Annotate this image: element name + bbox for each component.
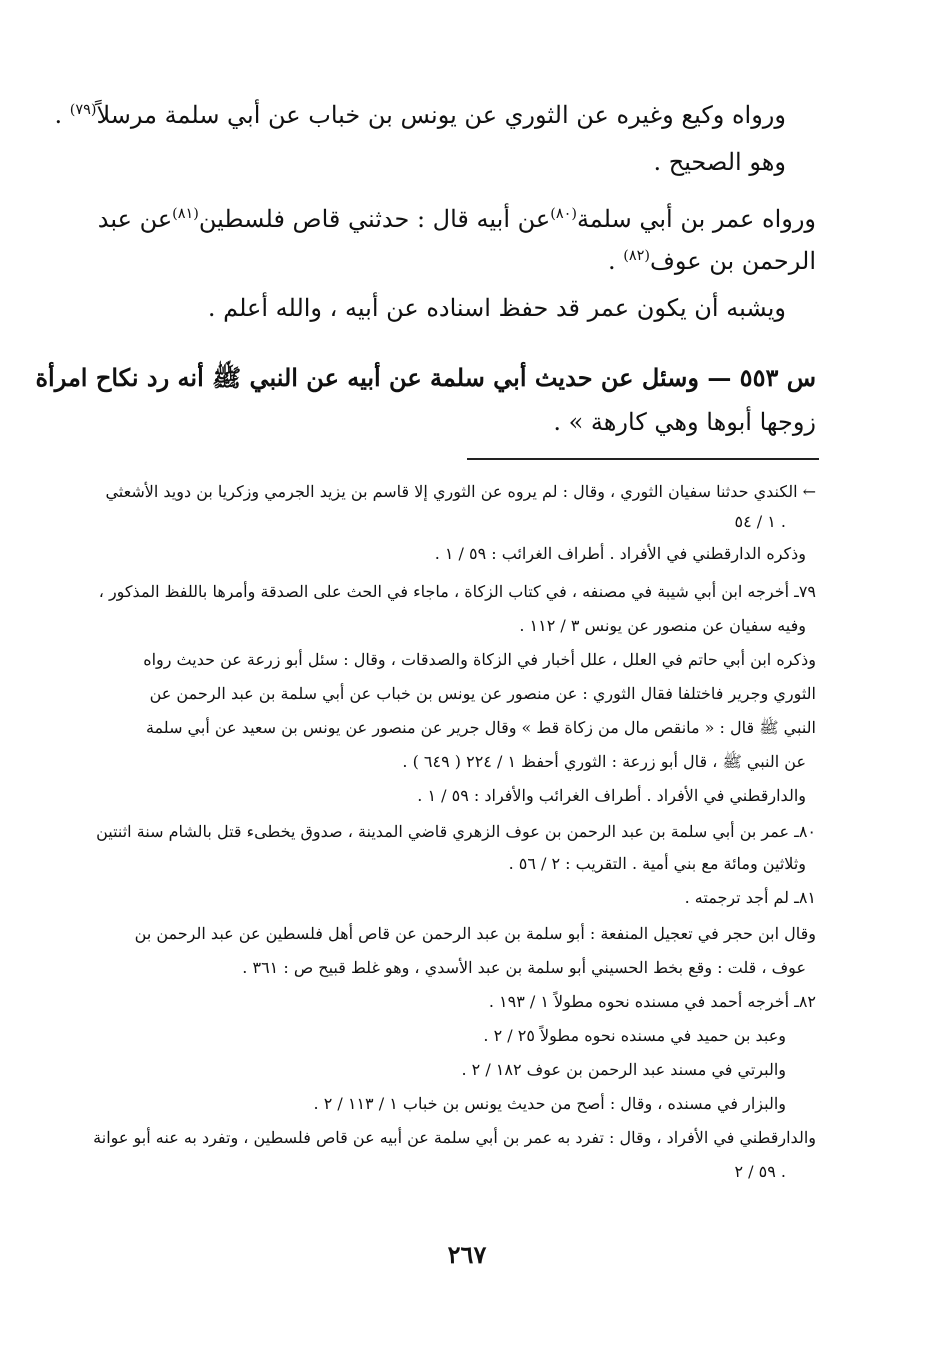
footnote-ref-81[interactable]: (٨١) bbox=[172, 206, 199, 222]
footnote-80-line2: وثلاثين ومائة مع بني أمية . التقريب : ٢ / ٥٦ . bbox=[508, 854, 806, 873]
footnote-ref-80[interactable]: (٨٠) bbox=[550, 206, 577, 222]
page-number: ٢٦٧ bbox=[447, 1240, 487, 1269]
footnote-ref-82[interactable]: (٨٢) bbox=[623, 248, 650, 264]
footnote-82-line6: ٥٩ / ٢ . bbox=[734, 1162, 786, 1181]
footnote-82-line4: والبزار في مسنده ، وقال : أصح من حديث يونس بن خباب ١ / ١١٣ / ٢ . bbox=[313, 1094, 786, 1113]
footnote-continued-line2: ١ / ٥٤ . bbox=[734, 512, 786, 531]
footnote-79-line4: الثوري وجرير فاختلفا فقال الثوري : عن منصور عن يونس بن خباب عن أبي سلمة بن عبد الرحمن عن bbox=[149, 684, 816, 703]
paragraph-correct-statement: وهو الصحيح . bbox=[653, 148, 786, 176]
footnote-81-line3: عوف ، قلت : وقع بخط الحسيني أبو سلمة بن عبد الأسدي ، وهو غلط قبيح ص : ٣٦١ . bbox=[242, 958, 806, 977]
footnote-continued-line1: ← الكندي حدثنا سفيان الثوري ، وقال : لم يروه عن الثوري إلا قاسم بن يزيد الجرمي وزكريا بن دويد الأشعثي bbox=[105, 482, 816, 501]
footnote-79-line5: النبي ﷺ قال : « مانقص مال من زكاة قط » وقال جرير عن منصور عن يونس بن سعيد عن أبي سلمة bbox=[145, 718, 816, 737]
footnote-79-line2: وفيه سفيان عن منصور عن يونس ٣ / ١١٢ . bbox=[519, 616, 806, 635]
question-553-line1: س ٥٥٣ — وسئل عن حديث أبي سلمة عن أبيه عن النبي ﷺ أنه رد نكاح امرأة bbox=[35, 363, 816, 392]
footnote-ref-79[interactable]: (٧٩) bbox=[69, 102, 97, 118]
footnote-divider bbox=[467, 458, 819, 460]
footnote-79-line6: عن النبي ﷺ ، قال أبو زرعة : الثوري أحفظ ١ / ٢٢٤ ( ٦٤٩ ) . bbox=[402, 752, 806, 771]
footnote-79-line1: ٧٩ـ أخرجه ابن أبي شيبة في مصنفه ، في كتاب الزكاة ، ماجاء في الحث على الصدقة وأمرها باللفظ المذكور ، bbox=[98, 582, 816, 601]
footnote-82-line5: والدارقطني في الأفراد ، وقال : تفرد به عمر بن أبي سلمة عن أبيه عن قاص فلسطين ، وتفرد به عنه أبو عوانة bbox=[93, 1128, 816, 1147]
footnote-79-line7: والدارقطني في الأفراد . أطراف الغرائب والأفراد : ٥٩ / ١ . bbox=[417, 786, 806, 805]
footnote-82-line1: ٨٢ـ أخرجه أحمد في مسنده نحوه مطولاً ١ / ١٩٣ . bbox=[488, 992, 816, 1011]
paragraph-waki-narration: ورواه وكيع وغيره عن الثوري عن يونس بن خباب عن أبي سلمة مرسلاً$^{(٧٩)}$ . bbox=[54, 101, 786, 129]
footnote-80-line1: ٨٠ـ عمر بن أبي سلمة بن عبد الرحمن بن عوف الزهري قاضي المدينة ، صدوق يخطىء قتل بالشام سنة اثنتين bbox=[96, 822, 816, 841]
footnote-82-line2: وعبد بن حميد في مسنده نحوه مطولاً ٢٥ / ٢ . bbox=[483, 1026, 786, 1045]
footnote-81-line2: وقال ابن حجر في تعجيل المنفعة : أبو سلمة بن عبد الرحمن عن قاص أهل فلسطين عن عبد الرحمن بن bbox=[134, 924, 816, 943]
question-553-line2: زوجها أبوها وهي كارهة » . bbox=[553, 408, 816, 436]
paragraph-conclusion: ويشبه أن يكون عمر قد حفظ اسناده عن أبيه ، والله أعلم . bbox=[207, 294, 786, 322]
footnote-81-line1: ٨١ـ لم أجد ترجمته . bbox=[684, 888, 816, 907]
footnote-79-line3: وذكره ابن أبي حاتم في العلل ، علل أخبار في الزكاة والصدقات ، وقال : سئل أبو زرعة عن حديث رواه bbox=[143, 650, 816, 669]
footnote-continued-line3: وذكره الدارقطني في الأفراد . أطراف الغرائب : ٥٩ / ١ . bbox=[434, 544, 806, 563]
paragraph-umar-narration-line1: ورواه عمر بن أبي سلمة$^{(٨٠)}$عن أبيه قال : حدثني قاص فلسطين$^{(٨١)}$عن عبد bbox=[97, 205, 816, 233]
footnote-82-line3: والبرتي في مسند عبد الرحمن بن عوف ١٨٢ / ٢ . bbox=[461, 1060, 786, 1079]
paragraph-umar-narration-line2: الرحمن بن عوف$^{(٨٢)}$ . bbox=[608, 247, 816, 275]
